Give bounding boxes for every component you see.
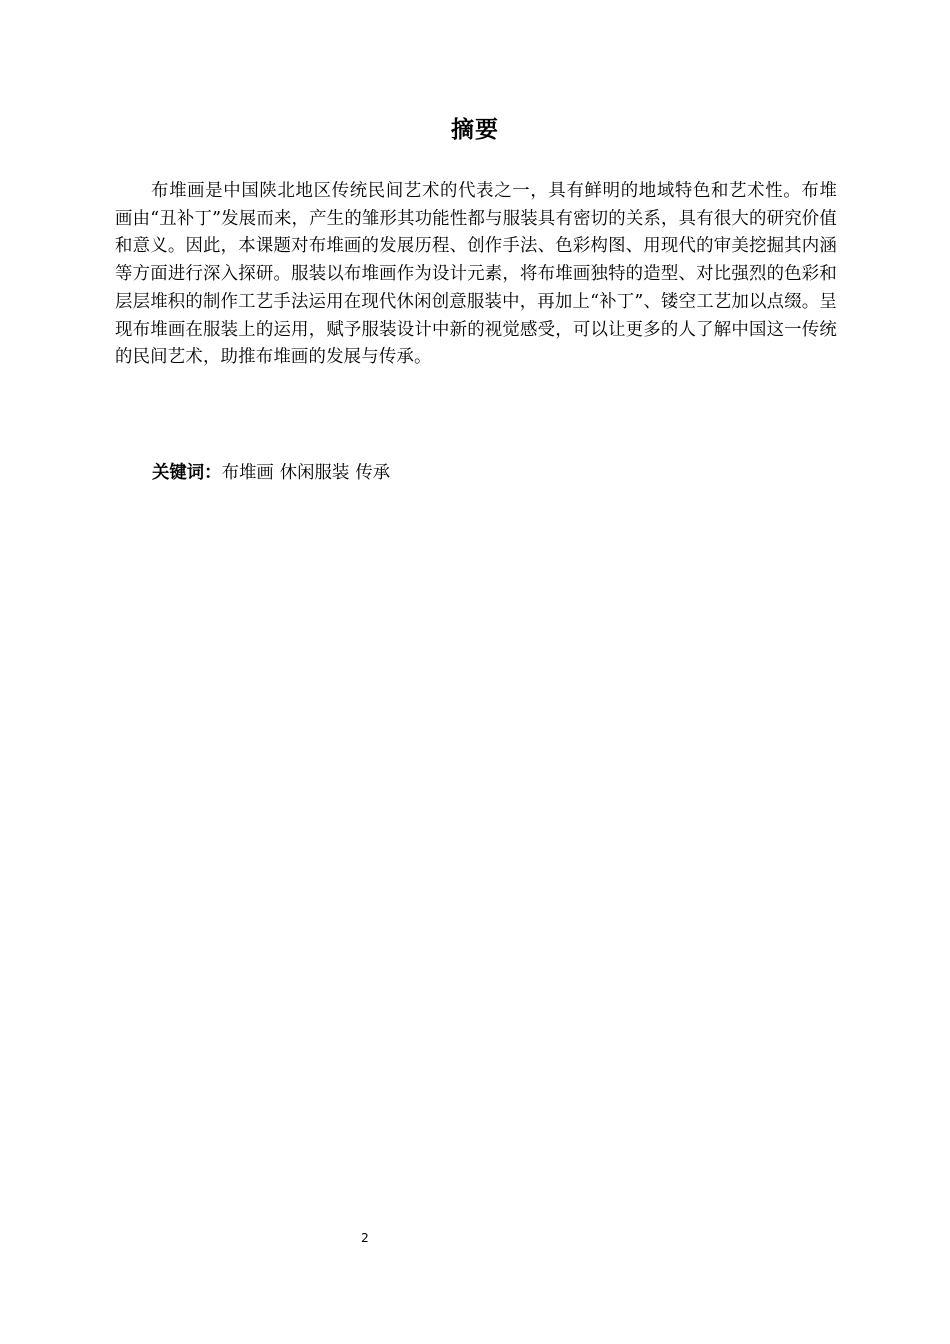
keyword-item: 布堆画 — [221, 463, 274, 483]
keywords-label: 关键词： — [152, 463, 222, 483]
keyword-item: 休闲服装 — [279, 463, 350, 483]
abstract-paragraph: 布堆画是中国陕北地区传统民间艺术的代表之一，具有鲜明的地域特色和艺术性。布堆画由“丑补丁”发展而来，产生的雏形其功能性都与服装具有密切的关系，具有很大的研究价值和意义。因此，本课题对布堆画的发展历程、创作手法、色彩构图、用现代的审美挖掘其内涵等方面进行深入探研。服装以布堆画作为设计元素，将布堆画独特的造型、对比强烈的色彩和层层堆积的制作工艺手法运用在现代休闲创意服装中，再加上“补丁”、镂空工艺加以点缀。呈现布堆画在服装上的运用，赋予服装设计中新的视觉感受，可以让更多的人了解中国这一传统的民间艺术，助推布堆画的发展与传承。 — [115, 181, 837, 368]
keyword-item: 传承 — [355, 463, 391, 483]
page-number: 2 — [361, 1231, 369, 1245]
keywords-line — [152, 459, 802, 487]
keywords-list — [222, 463, 397, 483]
abstract-title: 摘要 — [451, 117, 499, 143]
